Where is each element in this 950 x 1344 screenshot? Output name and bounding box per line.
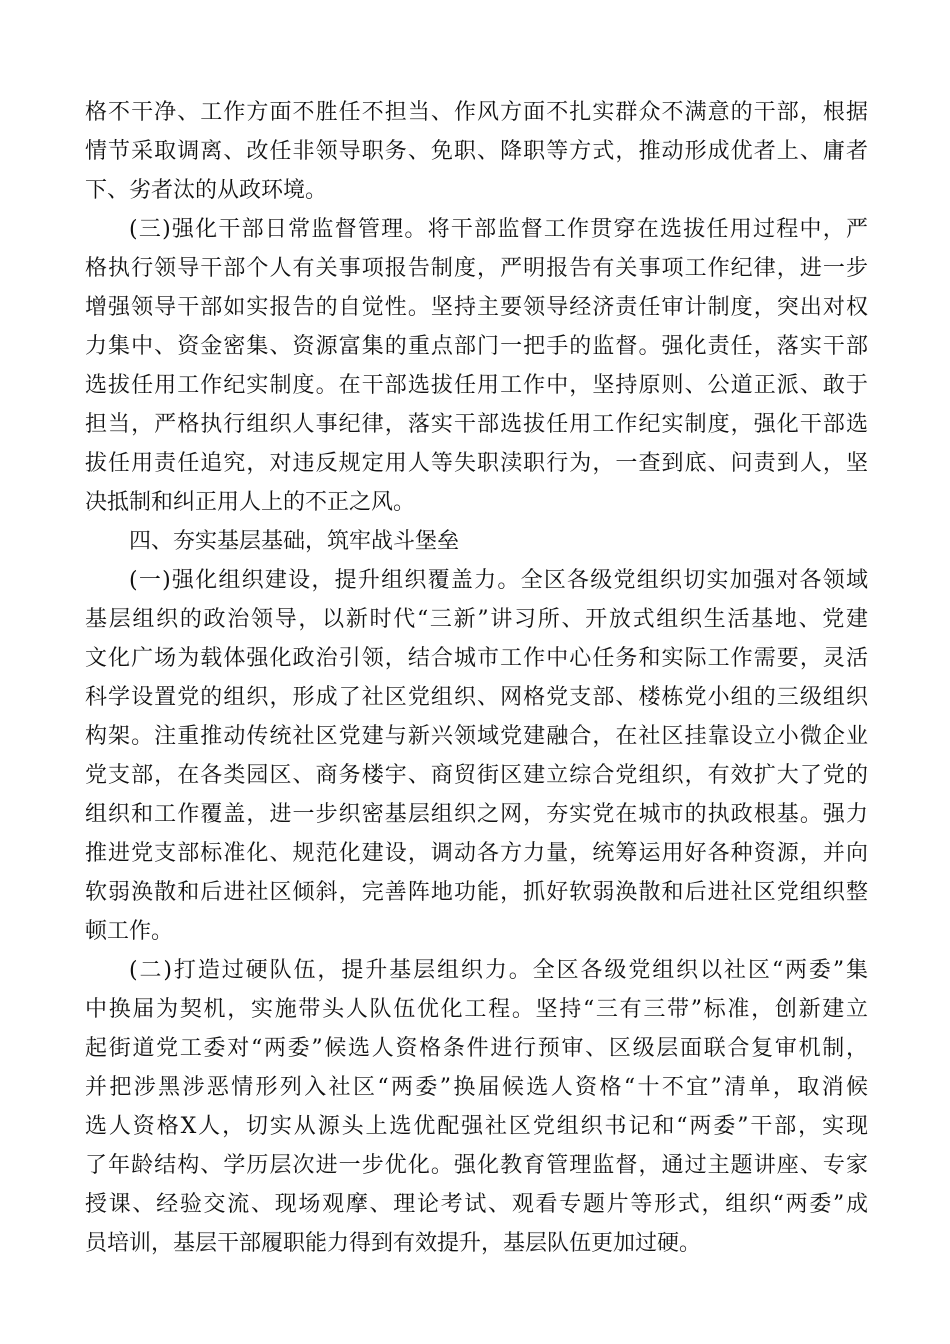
text-line: 情节采取调离、改任非领导职务、免职、降职等方式，推动形成优者上、庸者 (85, 139, 868, 164)
text-line: 软弱涣散和后进社区倾斜，完善阵地功能，抓好软弱涣散和后进社区党组织整 (85, 880, 868, 905)
paragraph-supervision (85, 210, 868, 522)
text-line: 拔任用责任追究，对违反规定用人等失职渎职行为，一查到底、问责到人，坚 (85, 451, 868, 476)
text-line: 并把涉黑涉恶情形列入社区“两委”换届候选人资格“十不宜”清单，取消候 (85, 1075, 868, 1100)
text-line: 选拔任用工作纪实制度。在干部选拔任用工作中，坚持原则、公道正派、敢于 (85, 373, 868, 398)
text-line: 决抵制和纠正用人上的不正之风。 (85, 490, 416, 515)
text-line: (三)强化干部日常监督管理。将干部监督工作贯穿在选拔任用过程中，严 (129, 217, 868, 242)
paragraph-continued (85, 93, 868, 210)
text-line: 党支部，在各类园区、商务楼宇、商贸街区建立综合党组织，有效扩大了党的 (85, 763, 868, 788)
text-line: 担当，严格执行组织人事纪律，落实干部选拔任用工作纪实制度，强化干部选 (85, 412, 868, 437)
text-line: (一)强化组织建设，提升组织覆盖力。全区各级党组织切实加强对各领域 (129, 568, 868, 593)
text-line: 起街道党工委对“两委”候选人资格条件进行预审、区级层面联合复审机制， (85, 1036, 868, 1061)
section-heading (85, 522, 868, 561)
text-line: 了年龄结构、学历层次进一步优化。强化教育管理监督，通过主题讲座、专家 (85, 1153, 868, 1178)
heading-text: 四、夯实基层基础，筑牢战斗堡垒 (129, 529, 460, 554)
text-line: 增强领导干部如实报告的自觉性。坚持主要领导经济责任审计制度，突出对权 (85, 295, 868, 320)
text-line: 科学设置党的组织，形成了社区党组织、网格党支部、楼栋党小组的三级组织 (85, 685, 868, 710)
text-line: 员培训，基层干部履职能力得到有效提升，基层队伍更加过硬。 (85, 1231, 702, 1256)
text-line: 推进党支部标准化、规范化建设，调动各方力量，统筹运用好各种资源，并向 (85, 841, 868, 866)
text-line: 构架。注重推动传统社区党建与新兴领域党建融合，在社区挂靠设立小微企业 (85, 724, 868, 749)
text-line: 中换届为契机，实施带头人队伍优化工程。坚持“三有三带”标准，创新建立 (85, 997, 868, 1022)
text-line: (二)打造过硬队伍，提升基层组织力。全区各级党组织以社区“两委”集 (129, 958, 868, 983)
document-page (85, 93, 868, 1263)
text-line: 文化广场为载体强化政治引领，结合城市工作中心任务和实际工作需要，灵活 (85, 646, 868, 671)
text-line: 顿工作。 (85, 919, 174, 944)
text-line: 格不干净、工作方面不胜任不担当、作风方面不扎实群众不满意的干部，根据 (85, 100, 868, 125)
paragraph-team (85, 951, 868, 1263)
text-line: 授课、经验交流、现场观摩、理论考试、观看专题片等形式，组织“两委”成 (85, 1192, 868, 1217)
text-line: 基层组织的政治领导，以新时代“三新”讲习所、开放式组织生活基地、党建 (85, 607, 868, 632)
text-line: 力集中、资金密集、资源富集的重点部门一把手的监督。强化责任，落实干部 (85, 334, 868, 359)
text-line: 组织和工作覆盖，进一步织密基层组织之网，夯实党在城市的执政根基。强力 (85, 802, 868, 827)
text-line: 格执行领导干部个人有关事项报告制度，严明报告有关事项工作纪律，进一步 (85, 256, 868, 281)
text-line: 下、劣者汰的从政环境。 (85, 178, 328, 203)
text-line: 选人资格X人，切实从源头上选优配强社区党组织书记和“两委”干部，实现 (85, 1114, 868, 1139)
paragraph-organization (85, 561, 868, 951)
